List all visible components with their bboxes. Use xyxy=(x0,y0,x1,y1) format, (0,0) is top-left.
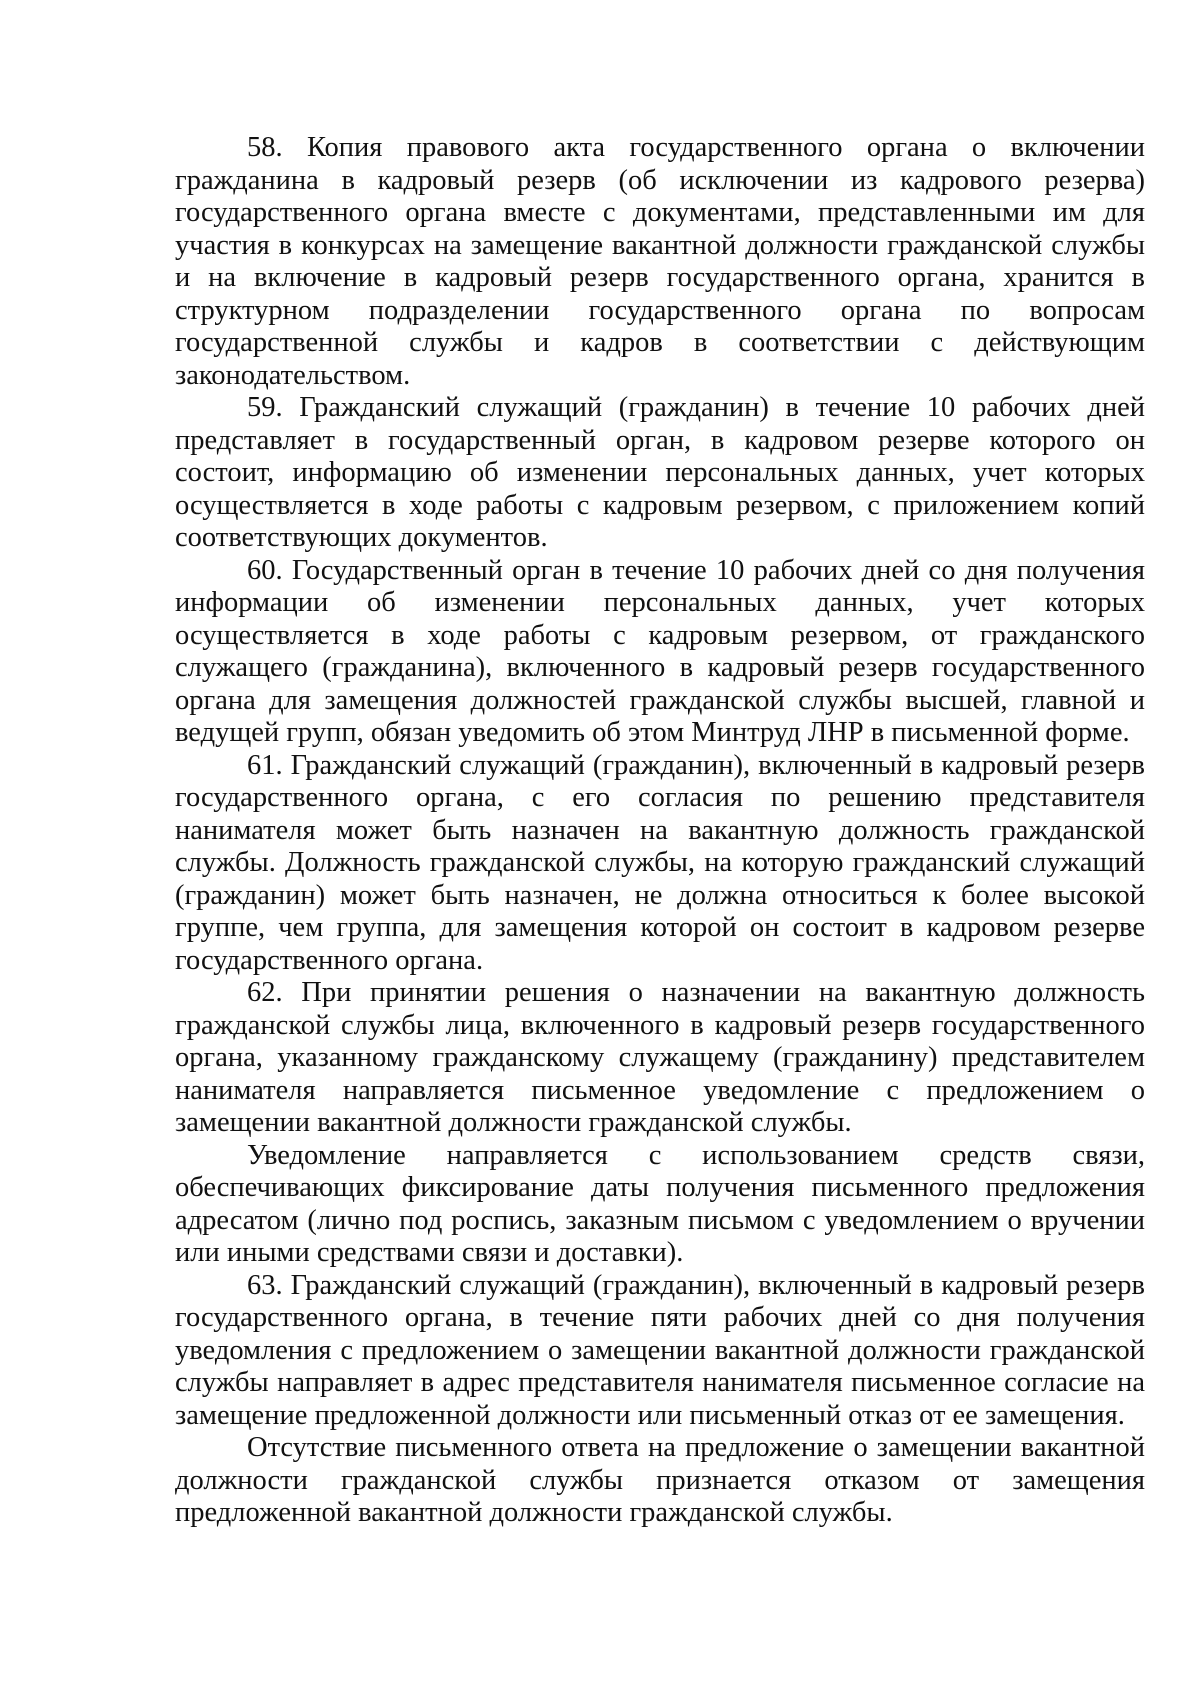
paragraph-62: 62. При принятии решения о назначении на вакантную должность гражданской службы лица, включенного в кадровый резерв государственного органа, указанному гражданскому служащему (гражданину) представителем нанимателя направляется письменное уведомление с предложением о замещении вакантной должности гражданской службы. xyxy=(175,977,1145,1138)
paragraph-61: 61. Гражданский служащий (гражданин), включенный в кадровый резерв государственного органа, с его согласия по решению представителя нанимателя может быть назначен на вакантную должность гражданской службы. Должность гражданской службы, на которую гражданский служащий (гражданин) может быть назначен, не должна относиться к более высокой группе, чем группа, для замещения которой он состоит в кадровом резерве государственного органа. xyxy=(175,749,1145,976)
paragraph-58: 58. Копия правового акта государственного органа о включении гражданина в кадровый резерв (об исключении из кадрового резерва) государственного органа вместе с документами, представленными им для участия в конкурсах на замещение вакантной должности гражданской службы и на включение в кадровый резерв государственного органа, хранится в структурном подразделении государственного органа по вопросам государственной службы и кадров в соответствии с действующим законодательством. xyxy=(175,132,1145,391)
paragraph-59: 59. Гражданский служащий (гражданин) в течение 10 рабочих дней представляет в государственный орган, в кадровом резерве которого он состоит, информацию об изменении персональных данных, учет которых осуществляется в ходе работы с кадровым резервом, с приложением копий соответствующих документов. xyxy=(175,392,1145,553)
paragraph-60: 60. Государственный орган в течение 10 рабочих дней со дня получения информации об изменении персональных данных, учет которых осуществляется в ходе работы с кадровым резервом, от гражданского служащего (гражданина), включенного в кадровый резерв государственного органа для замещения должностей гражданской службы высшей, главной и ведущей групп, обязан уведомить об этом Минтруд ЛНР в письменной форме. xyxy=(175,554,1145,748)
paragraph-63: 63. Гражданский служащий (гражданин), включенный в кадровый резерв государственного органа, в течение пяти рабочих дней со дня получения уведомления с предложением о замещении вакантной должности гражданской службы направляет в адрес представителя нанимателя письменное согласие на замещение предложенной должности или письменный отказ от ее замещения. xyxy=(175,1269,1145,1431)
paragraph-62-notice: Уведомление направляется с использованием средств связи, обеспечивающих фиксирование даты получения письменного предложения адресатом (лично под роспись, заказным письмом с уведомлением о вручении или иными средствами связи и доставки). xyxy=(175,1139,1145,1268)
document-page xyxy=(175,132,1145,1530)
paragraph-63-absence: Отсутствие письменного ответа на предложение о замещении вакантной должности гражданской службы признается отказом от замещения предложенной вакантной должности гражданской службы. xyxy=(175,1432,1145,1528)
